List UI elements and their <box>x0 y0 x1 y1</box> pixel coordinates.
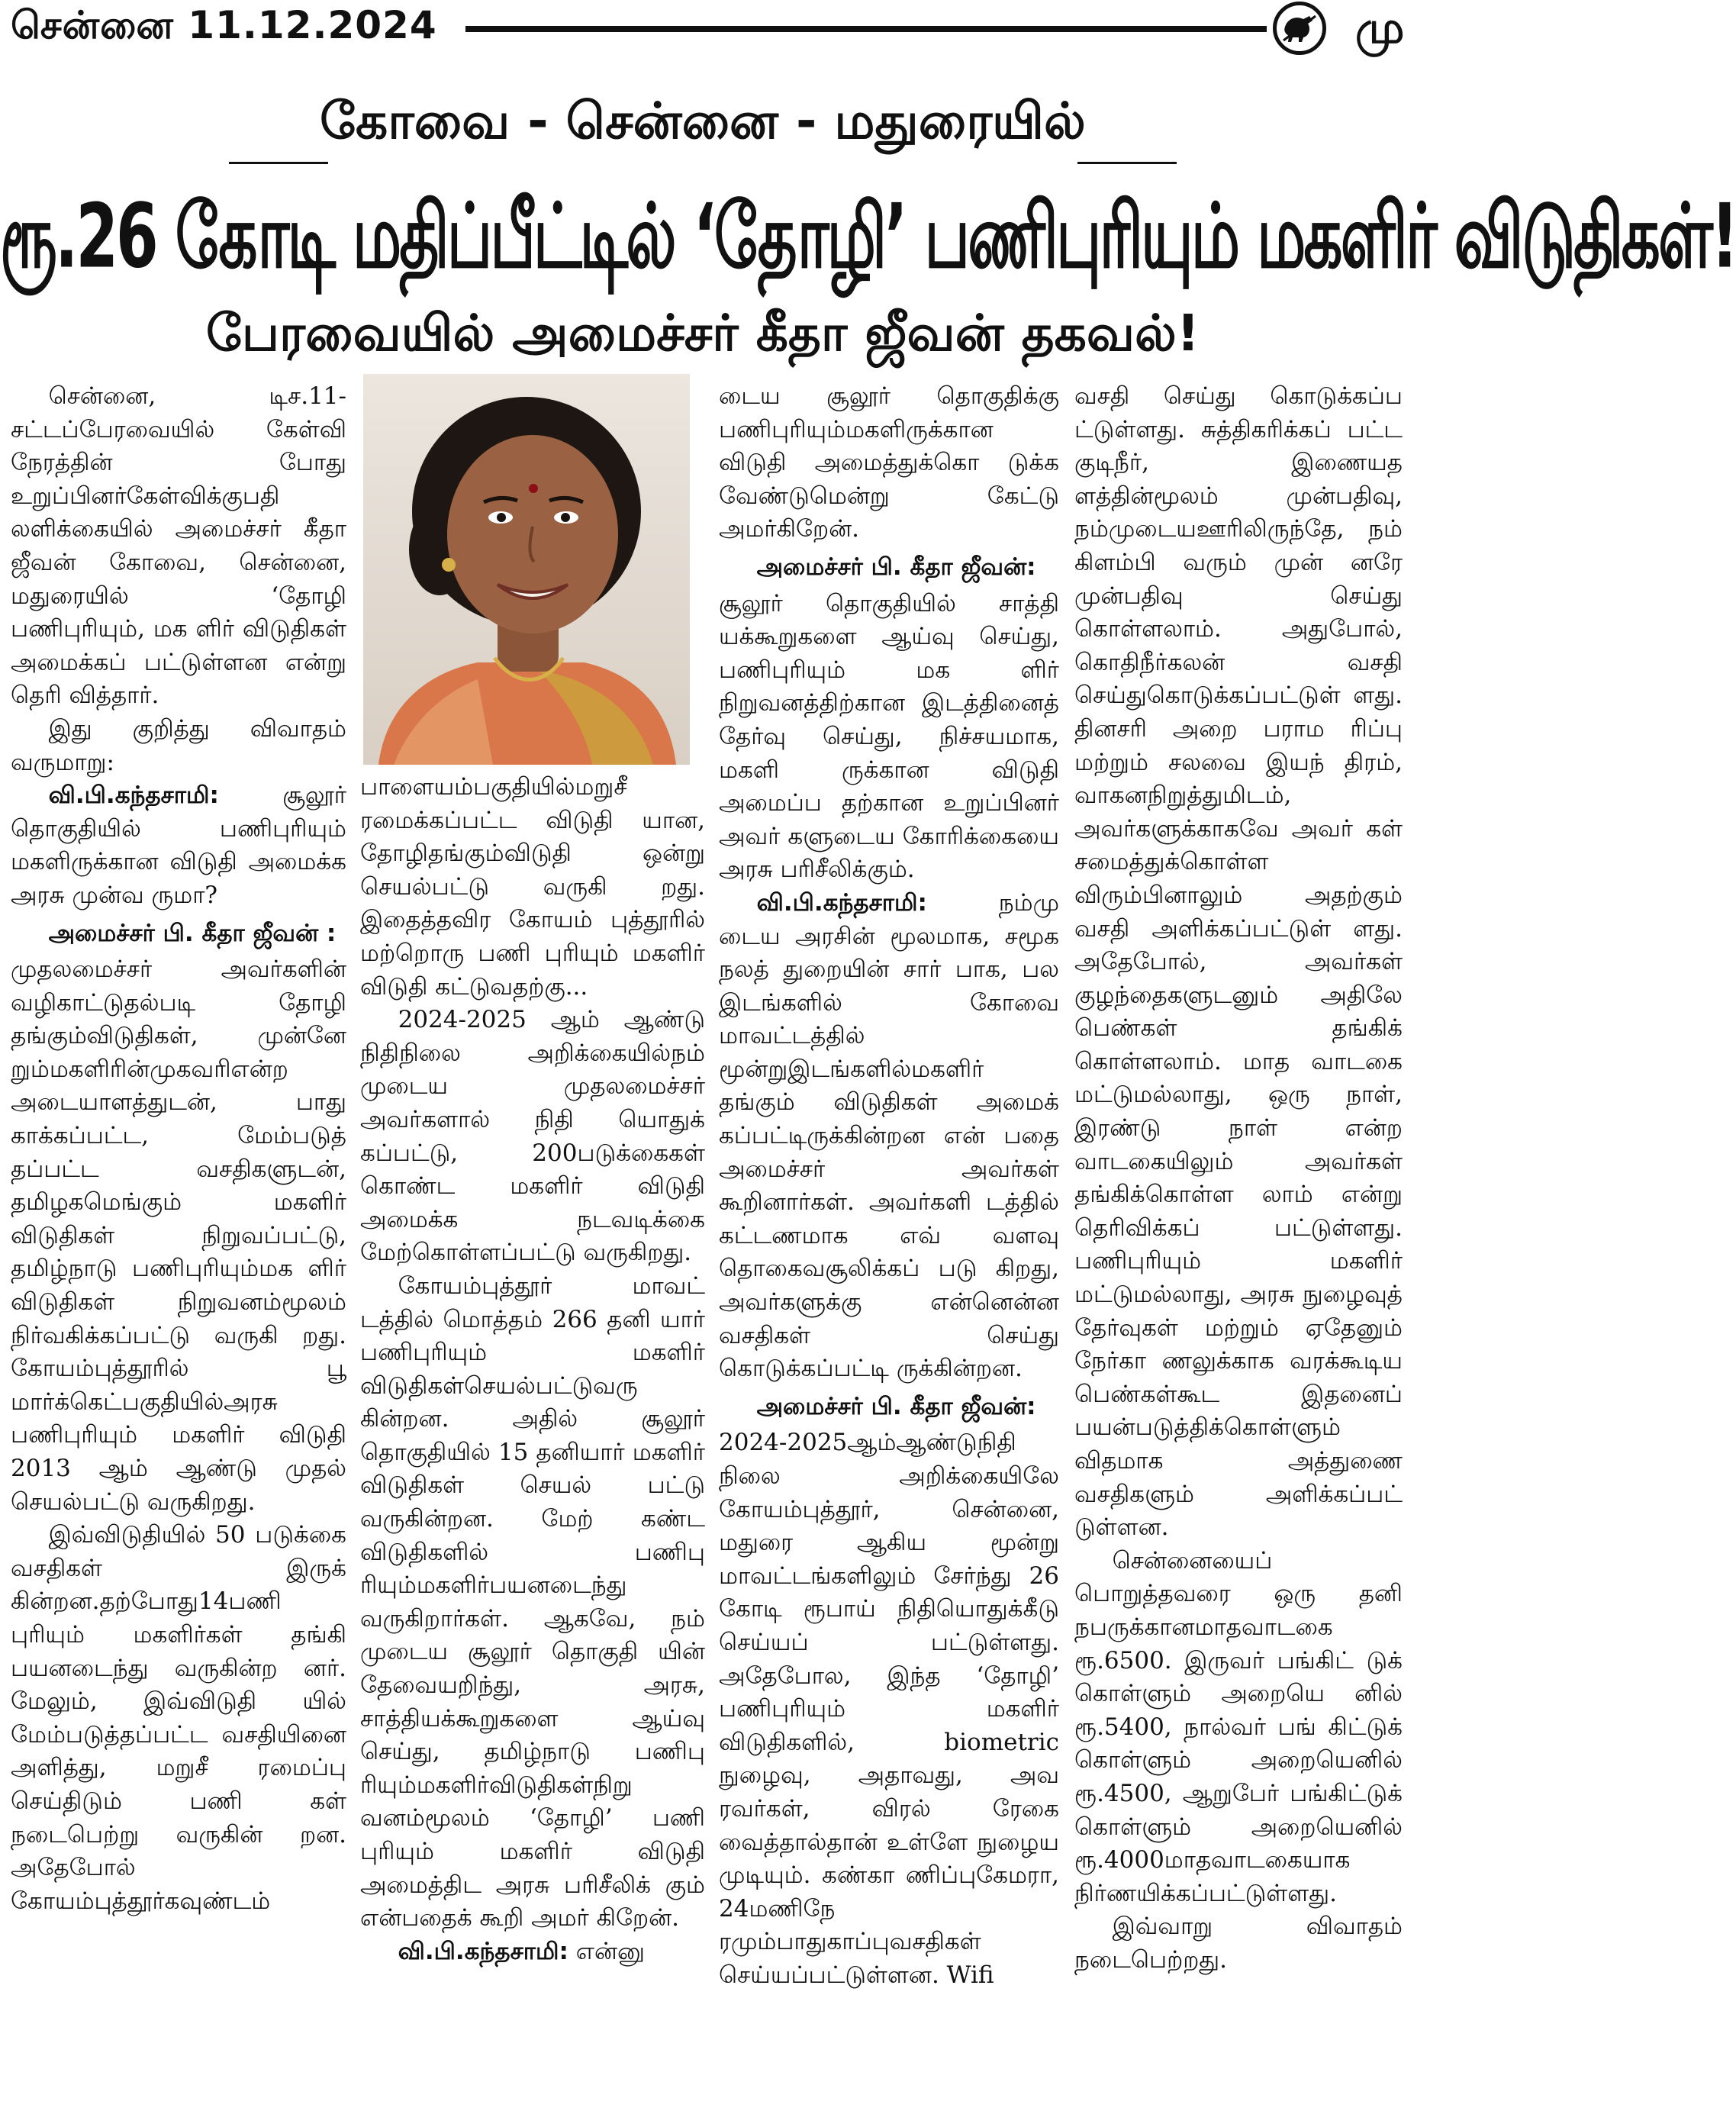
question-text: என்னு <box>575 1937 645 1965</box>
speaker-label: வி.பி.கந்தசாமி: <box>398 1937 568 1965</box>
article-column-3 <box>719 380 1059 2106</box>
paragraph: இவ்விடுதியில் 50 படுக்கை வசதிகள் இருக் கின்றன.தற்போது14பணி புரியும் மகளிர்கள் தங்கி பயனடைந்து வருகின்ற னர். மேலும், இவ்விடுதி யில் மேம்படுத்தப்பட்ட வசதியினை அளித்து, மறுசீ ரமைப்பு செய்திடும் பணி கள் நடைபெற்று வருகின் றன. அதேபோல் கோயம்புத்தூர்கவுண்டம் <box>11 1521 346 1915</box>
answer-paragraph: சூலூர் தொகுதியில் சாத்தி யக்கூறுகளை ஆய்வு செய்து, பணிபுரியும் மக ளிர் நிறுவனத்திற்கான இடத்தினைத் தேர்வு செய்து, நிச்சயமாக, மகளி ருக்கான விடுதி அமைப்ப தற்கான உறுப்பினர் அவர் களுடைய கோரிக்கையை அரசு பரிசீலிக்கும். <box>719 589 1059 884</box>
masthead <box>0 0 1406 60</box>
article-column-4 <box>1074 380 1403 2106</box>
minister-portrait <box>363 374 690 765</box>
answer-paragraph: முதலமைச்சர் அவர்களின் வழிகாட்டுதல்படி தோழி தங்கும்விடுதிகள், முன்னே றும்மகளிரின்முகவரிஎன்ற அடையாளத்துடன், பாது காக்கப்பட்ட, மேம்படுத் தப்பட்ட வசதிகளுடன், தமிழகமெங்கும் மகளிர் விடுதிகள் நிறுவப்பட்டு, தமிழ்நாடு பணிபுரியும்மக ளிர் விடுதிகள் நிறுவனம்மூலம் நிர்வகிக்கப்பட்டு வருகி றது. கோயம்புத்தூரில் பூ மார்க்கெட்பகுதியில்அரசு பணிபுரியும் மகளிர் விடுதி 2013 ஆம் ஆண்டு முதல் செயல்பட்டு வருகிறது. <box>11 956 346 1516</box>
answer-paragraph: 2024-2025ஆம்ஆண்டுநிதி நிலை அறிக்கையிலே கோயம்புத்தூர், சென்னை, மதுரை ஆகிய மூன்று மாவட்டங்களிலும் சேர்ந்து 26 கோடி ரூபாய் நிதியொதுக்கீடு செய்யப் பட்டுள்ளது. அதேபோல, இந்த ‘தோழி’ பணிபுரியும் மகளிர் விடுதிகளில், biometric நுழைவு, அதாவது, அவ ரவர்கள், விரல் ரேகை வைத்தால்தான் உள்ளே நுழைய முடியும். கண்கா ணிப்புகேமரா, 24மணிநே ரமும்பாதுகாப்புவசதிகள் செய்யப்பட்டுள்ளன. Wifi <box>719 1429 1059 1989</box>
paragraph: 2024-2025 ஆம் ஆண்டு நிதிநிலை அறிக்கையில்நம் முடைய முதலமைச்சர் அவர்களால் நிதி யொதுக் கப்பட்டு, 200படுக்கைகள் கொண்ட மகளிர் விடுதி அமைக்க நடவடிக்கை மேற்கொள்ளப்பட்டு வருகிறது. <box>360 1006 705 1267</box>
kicker: கோவை - சென்னை - மதுரையில் <box>320 92 1086 150</box>
paragraph: இது குறித்து விவாதம் வருமாறு: <box>11 714 346 776</box>
question-text: நம்மு டைய அரசின் மூலமாக, சமூக நலத் துறையின் சார் பாக, பல இடங்களில் கோவை மாவட்டத்தில் மூன்றுஇடங்களில்மகளிர் தங்கும் விடுதிகள் அமைக் கப்பட்டிருக்கின்றன என் பதை அமைச்சர் அவர்கள் கூறினார்கள். அவர்களி டத்தில் கட்டணமாக எவ் வளவு தொகைவசூலிக்கப் படு கிறது, அவர்களுக்கு என்னென்ன வசதிகள் செய்து கொடுக்கப்பட்டி ருக்கின்றன. <box>719 888 1059 1383</box>
headline: ரூ.26 கோடி மதிப்பீட்டில் ‘தோழி’ பணிபுரியும் மகளிர் விடுதிகள்! <box>0 185 1736 288</box>
dateline: சென்னை 11.12.2024 <box>11 3 437 47</box>
paragraph: கோயம்புத்தூர் மாவட் டத்தில் மொத்தம் 266 தனி யார் பணிபுரியும் மகளிர் விடுதிகள்செயல்பட்டுவரு கின்றன. அதில் சூலூர் தொகுதியில் 15 தனியார் மகளிர் விடுதிகள் செயல் பட்டு வருகின்றன. மேற் கண்ட விடுதிகளில் பணிபு ரியும்மகளிர்பயனடைந்து வருகிறார்கள். ஆகவே, நம் முடைய சூலூர் தொகுதி யின் தேவையறிந்து, அரசு, சாத்தியக்கூறுகளை ஆய்வு செய்து, தமிழ்நாடு பணிபு ரியும்மகளிர்விடுதிகள்நிறு வனம்மூலம் ‘தோழி’ பணி புரியும் மகளிர் விடுதி அமைத்திட அரசு பரிசீலிக் கும் என்பதைக் கூறி அமர் கிறேன். <box>360 1271 705 1932</box>
closing-paragraph: இவ்வாறு விவாதம் நடைபெற்றது. <box>1074 1913 1403 1974</box>
speaker-label: அமைச்சர் பி. கீதா ஜீவன்: <box>756 1392 1036 1420</box>
kicker-rule-left <box>229 162 328 164</box>
question-paragraph <box>11 779 346 912</box>
article-column-2 <box>360 771 705 2106</box>
question-paragraph <box>360 1935 705 1969</box>
speaker-label: அமைச்சர் பி. கீதா ஜீவன்: <box>756 553 1036 581</box>
speaker-label: வி.பி.கந்தசாமி: <box>48 782 219 810</box>
masthead-edge-letter: மு <box>1355 2 1405 53</box>
paragraph: டைய சூலூர் தொகுதிக்கு பணிபுரியும்மகளிருக்கான விடுதி அமைத்துக்கொ டுக்க வேண்டுமென்று கேட்டு அமர்கிறேன். <box>719 382 1059 543</box>
question-paragraph <box>719 887 1059 1386</box>
speaker-label: வி.பி.கந்தசாமி: <box>756 888 927 917</box>
subhead: பேரவையில் அமைச்சர் கீதா ஜீவன் தகவல்! <box>206 304 1200 363</box>
masthead-rule <box>465 26 1267 32</box>
paragraph: பாளையம்பகுதியில்மறுசீ ரமைக்கப்பட்ட விடுதி யான, தோழிதங்கும்விடுதி ஒன்று செயல்பட்டு வருகி றது. இதைத்தவிர கோயம் புத்தூரில் மற்றொரு பணி புரியும் மகளிர் விடுதி கட்டுவதற்கு... <box>360 773 705 1001</box>
kicker-rule-right <box>1077 162 1177 164</box>
bull-emblem-icon <box>1273 2 1326 55</box>
paragraph: சென்னையைப் பொறுத்தவரை ஒரு தனி நபருக்கானமாதவாடகை ரூ.6500. இருவர் பங்கிட் டுக் கொள்ளும் அறையெ னில் ரூ.5400, நால்வர் பங் கிட்டுக் கொள்ளும் அறையெனில் ரூ.4500, ஆறுபேர் பங்கிட்டுக் கொள்ளும் அறையெனில் ரூ.4000மாதவாடகையாக நிர்ணயிக்கப்பட்டுள்ளது. <box>1074 1546 1403 1907</box>
question-text: சூலூர் தொகுதியில் பணிபுரியும் மகளிருக்கான விடுதி அமைக்க அரசு முன்வ ருமா? <box>11 782 346 909</box>
paragraph: வசதி செய்து கொடுக்கப்ப ட்டுள்ளது. சுத்திகரிக்கப் பட்ட குடிநீர், இணையத ளத்தின்மூலம் முன்பதிவு, நம்முடையஊரிலிருந்தே, நம் கிளம்பி வரும் முன் னரே முன்பதிவு செய்து கொள்ளலாம். அதுபோல், கொதிநீர்கலன் வசதி செய்துகொடுக்கப்பட்டுள் ளது. தினசரி அறை பராம ரிப்பு மற்றும் சலவை இயந் திரம், வாகனநிறுத்துமிடம், அவர்களுக்காகவே அவர் கள் சமைத்துக்கொள்ள விரும்பினாலும் அதற்கும் வசதி அளிக்கப்பட்டுள் ளது. அதேபோல், அவர்கள் குழந்தைகளுடனும் அதிலே பெண்கள் தங்கிக் கொள்ளலாம். மாத வாடகை மட்டுமல்லாது, ஒரு நாள், இரண்டு நாள் என்ற வாடகையிலும் அவர்கள் தங்கிக்கொள்ள லாம் என்று தெரிவிக்கப் பட்டுள்ளது. பணிபுரியும் மகளிர் மட்டுமல்லாது, அரசு நுழைவுத் தேர்வுகள் மற்றும் ஏதேனும் நேர்கா ணலுக்காக வரக்கூடிய பெண்கள்கூட இதனைப் பயன்படுத்திக்கொள்ளும் விதமாக அத்துணை வசதிகளும் அளிக்கப்பட் டுள்ளன. <box>1074 382 1403 1542</box>
speaker-label: அமைச்சர் பி. கீதா ஜீவன் : <box>48 919 337 947</box>
intro-paragraph: சென்னை, டிச.11- சட்டப்பேரவையில் கேள்வி நேரத்தின் போது உறுப்பினர்கேள்விக்குபதி லளிக்கையில் அமைச்சர் கீதா ஜீவன் கோவை, சென்னை, மதுரையில் ‘தோழி பணிபுரியும், மக ளிர் விடுதிகள் அமைக்கப் பட்டுள்ளன என்று தெரி வித்தார். <box>11 382 346 710</box>
article-column-1 <box>11 380 346 2106</box>
